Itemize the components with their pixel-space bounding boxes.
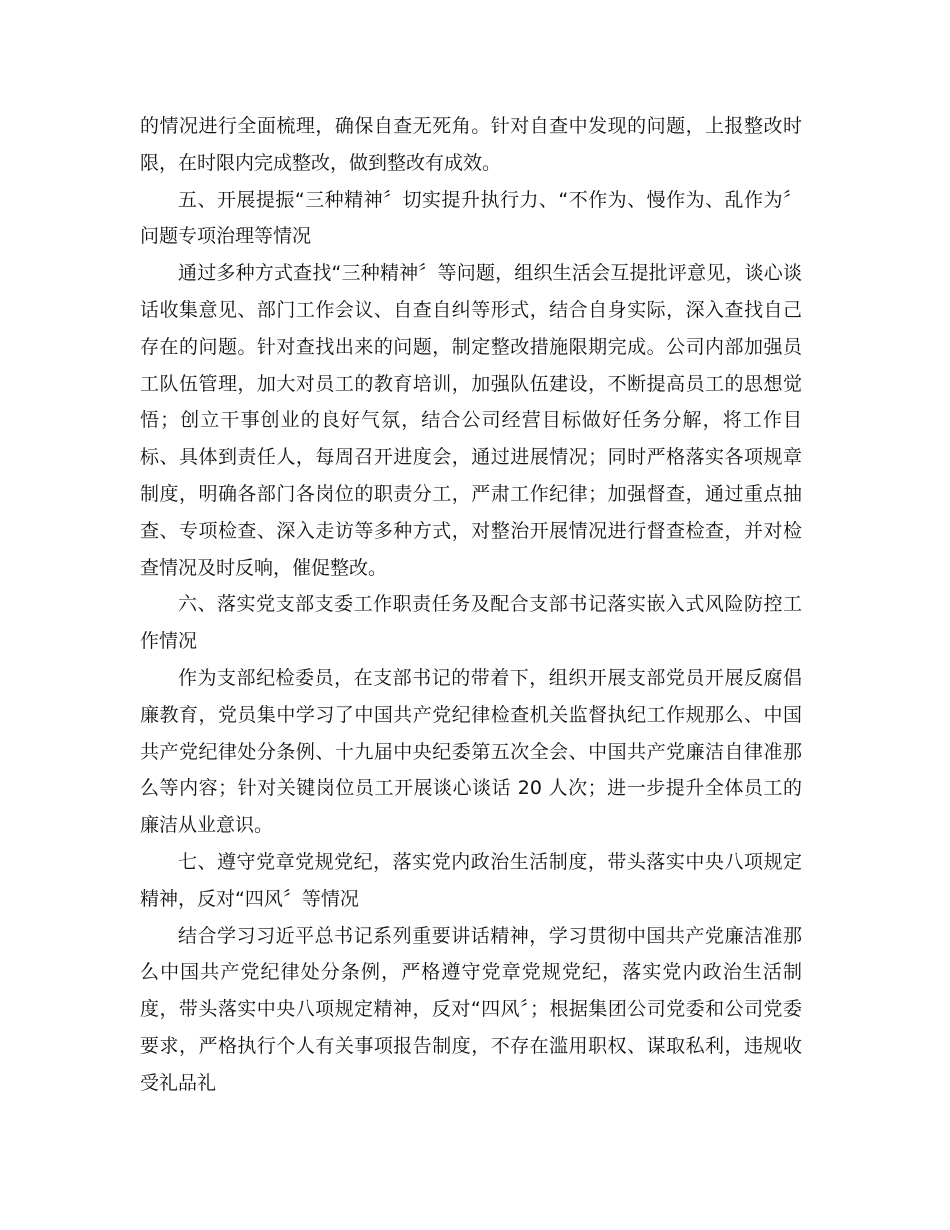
section-heading-six: 六、落实党支部支委工作职责任务及配合支部书记落实嵌入式风险防控工作情况 bbox=[140, 593, 802, 653]
paragraph-continuation: 的情况进行全面梳理，确保自查无死角。针对自查中发现的问题，上报整改时限，在时限内完成整改，做到整改有成效。 bbox=[140, 115, 802, 174]
section-body-seven: 结合学习习近平总书记系列重要讲话精神，学习贯彻中国共产党廉洁准那么中国共产党纪律处分条例，严格遵守党章党规党纪，落实党内政治生活制度，带头落实中央八项规定精神，反对“四风〞；根据集团公司党委和公司党委要求，严格执行个人有关事项报告制度，不存在滥用职权、谋取私利，违规收受礼品礼 bbox=[140, 924, 802, 1094]
section-body-six: 作为支部纪检委员，在支部书记的带着下，组织开展支部党员开展反腐倡廉教育，党员集中学习了中国共产党纪律检查机关监督执纪工作规那么、中国共产党纪律处分条例、十九届中央纪委第五次全会、中国共产党廉洁自律准那么等内容；针对关键岗位员工开展谈心谈话 20 人次；进一步提升全体员工的廉洁从业意识。 bbox=[140, 666, 802, 837]
section-heading-seven: 七、遵守党章党规党纪，落实党内政治生活制度，带头落实中央八项规定精神，反对“四风〞等情况 bbox=[140, 850, 802, 910]
section-heading-five: 五、开展提振“三种精神〞切实提升执行力、“不作为、慢作为、乱作为〞问题专项治理等情况 bbox=[140, 188, 802, 248]
document-page bbox=[140, 108, 802, 1102]
section-body-five: 通过多种方式查找“三种精神〞等问题，组织生活会互提批评意见，谈心谈话收集意见、部门工作会议、自查自纠等形式，结合自身实际，深入查找自己存在的问题。针对查找出来的问题，制定整改措施限期完成。公司内部加强员工队伍管理，加大对员工的教育培训，加强队伍建设，不断提高员工的思想觉悟；创立干事创业的良好气氛，结合公司经营目标做好任务分解，将工作目标、具体到责任人，每周召开进度会，通过进展情况；同时严格落实各项规章制度，明确各部门各岗位的职责分工，严肃工作纪律；加强督查，通过重点抽查、专项检查、深入走访等多种方式，对整治开展情况进行督查检查，并对检查情况及时反响，催促整改。 bbox=[140, 262, 802, 579]
